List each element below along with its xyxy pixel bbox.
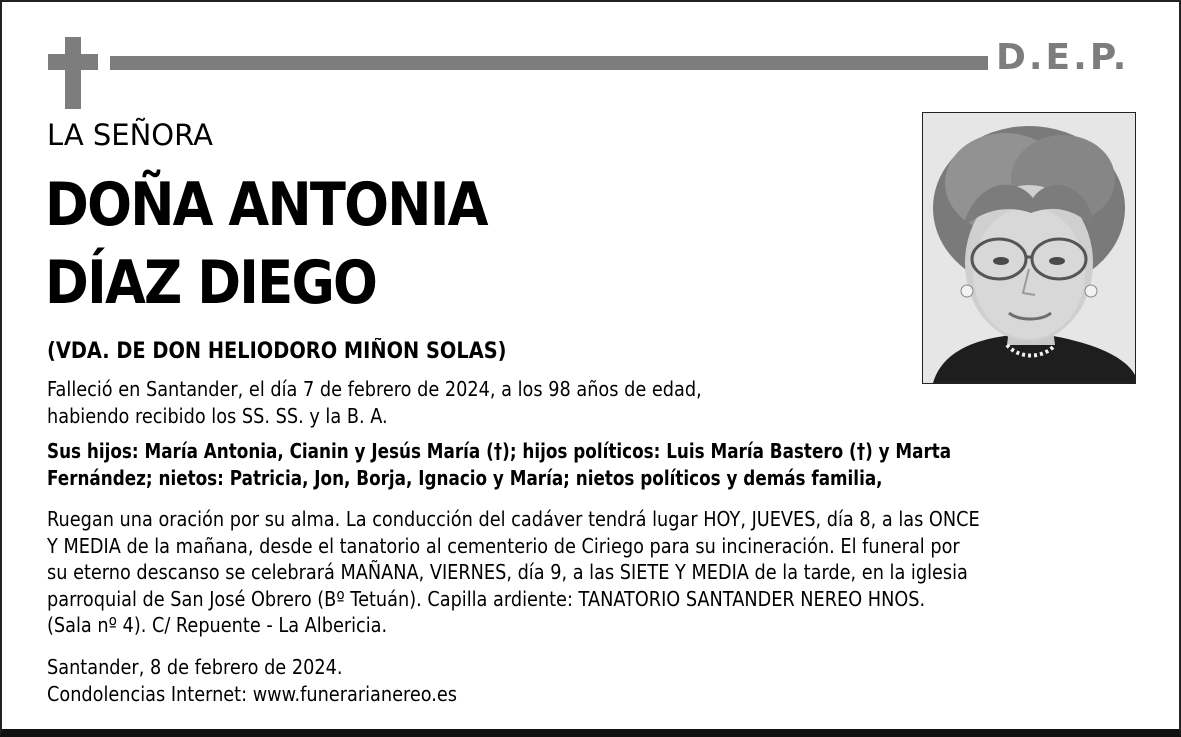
family-line: Sus hijos: María Antonia, Cianin y Jesús María (†); hijos políticos: Luis María Bastero (†) y Marta xyxy=(47,439,952,463)
footer xyxy=(47,654,1109,707)
condolences-line: Condolencias Internet: www.funerarianereo.es xyxy=(47,681,458,706)
portrait-photo xyxy=(922,112,1136,384)
place-date: Santander, 8 de febrero de 2024. xyxy=(47,655,343,679)
prayer-line: su eterno descanso se celebrará MAÑANA, VIERNES, día 9, a las SIETE Y MEDIA de la tarde, en la iglesia xyxy=(47,560,968,584)
death-notice-line: Falleció en Santander, el día 7 de febrero de 2024, a los 98 años de edad, xyxy=(47,377,702,401)
family-list xyxy=(47,438,1055,491)
prayer-line: (Sala nº 4). C/ Repuente - La Albericia. xyxy=(47,613,388,637)
cross-horizontal-bar xyxy=(48,54,98,70)
dep-label: D.E.P. xyxy=(996,37,1130,78)
cross-vertical-bar xyxy=(65,37,81,109)
prayer-request xyxy=(47,506,1109,639)
death-notice-line: habiendo recibido los SS. SS. y la B. A. xyxy=(47,403,388,428)
prayer-line: Ruegan una oración por su alma. La conducción del cadáver tendrá lugar HOY, JUEVES, día 8, a las ONCE xyxy=(47,507,980,531)
deceased-name-line1: DOÑA ANTONIA xyxy=(45,170,487,240)
deceased-name-line2: DÍAZ DIEGO xyxy=(45,248,377,318)
prayer-line: Y MEDIA de la mañana, desde el tanatorio al cementerio de Ciriego para su incineración. El funeral por xyxy=(47,533,960,558)
portrait-icon xyxy=(923,113,1135,383)
honorific-prefix: LA SEÑORA xyxy=(47,118,213,152)
widow-of-line: (VDA. DE DON HELIODORO MIÑON SOLAS) xyxy=(47,339,507,364)
family-line: Fernández; nietos: Patricia, Jon, Borja, Ignacio y María; nietos políticos y demás familia, xyxy=(47,465,883,490)
header-rule xyxy=(110,56,988,70)
prayer-line: parroquial de San José Obrero (Bº Tetuán). Capilla ardiente: TANATORIO SANTANDER NEREO HNOS. xyxy=(47,586,926,611)
